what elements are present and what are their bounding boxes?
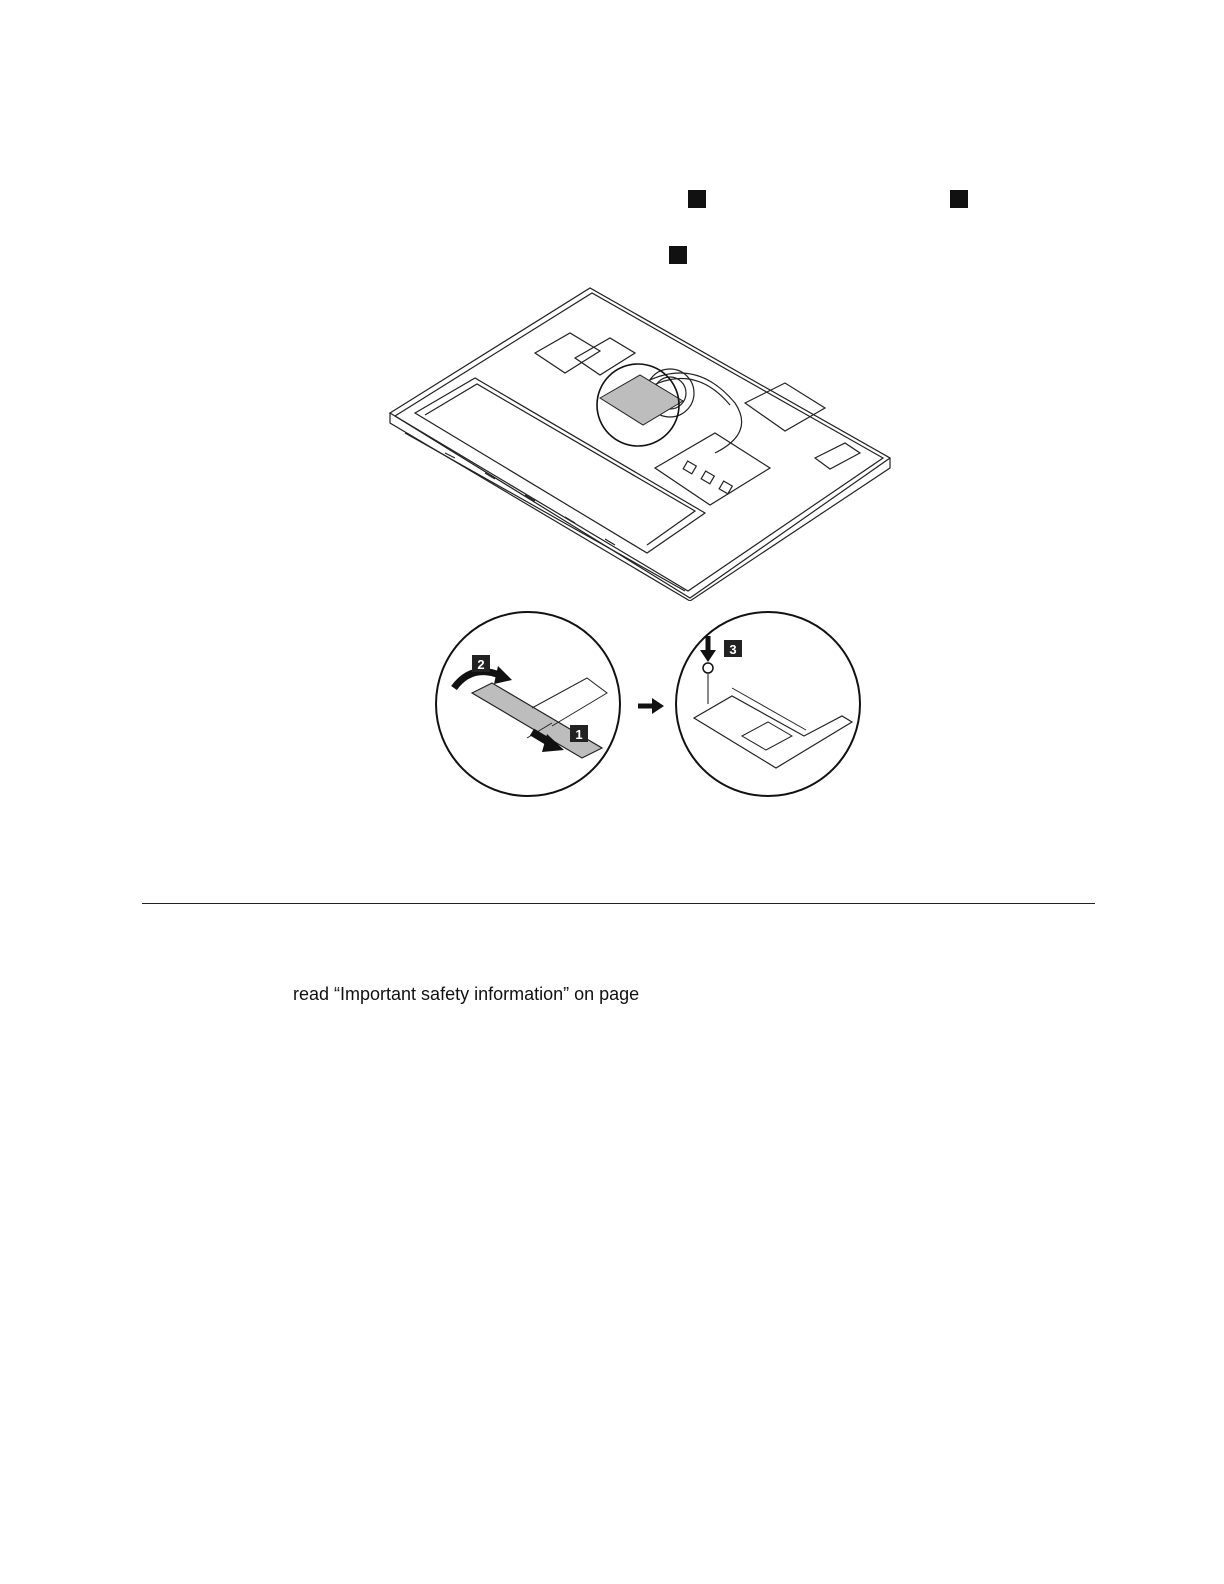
ssd-install-screw-detail-icon — [676, 612, 860, 796]
safety-reference-text: read “Important safety information” on page — [293, 984, 640, 1004]
step-marker-icon — [688, 190, 706, 208]
ssd-callout-illustration — [432, 608, 868, 804]
ssd-removal-detail-icon — [436, 612, 620, 796]
laptop-internal-illustration — [385, 283, 895, 601]
callout-label-2: 2 — [477, 657, 485, 672]
step-marker-icon — [950, 190, 968, 208]
callout-label-3: 3 — [729, 642, 737, 657]
right-arrow-icon — [638, 698, 664, 714]
section-divider — [142, 903, 1095, 904]
step-marker-icon — [669, 246, 687, 264]
callout-label-1: 1 — [575, 727, 583, 742]
